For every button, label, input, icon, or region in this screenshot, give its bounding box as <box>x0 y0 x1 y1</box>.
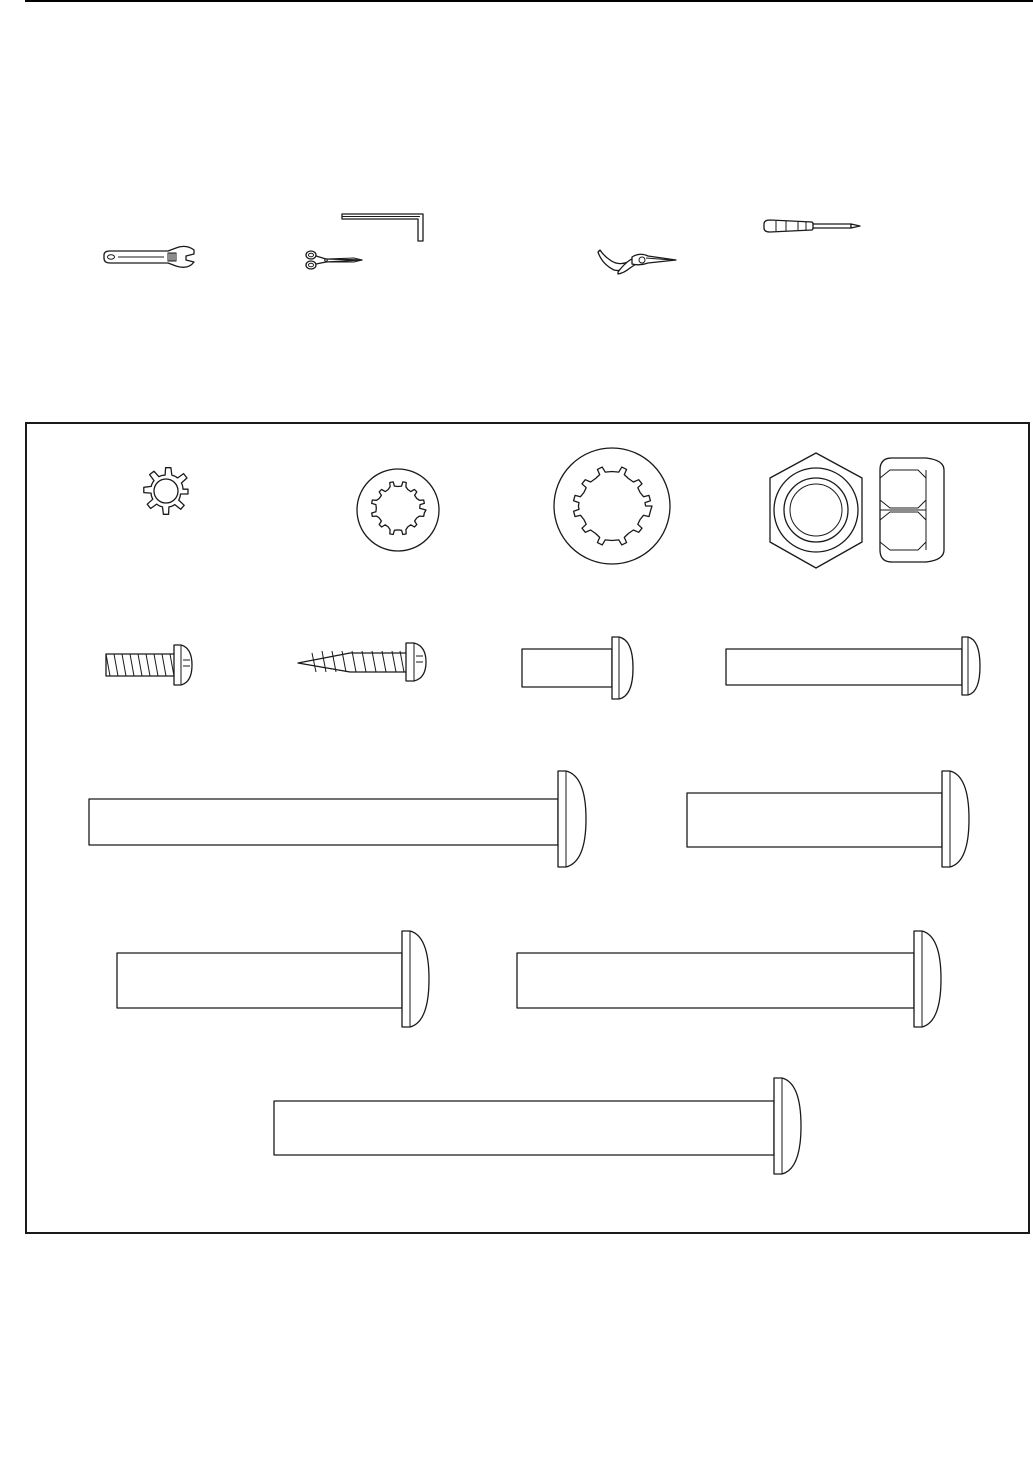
star-washer-icon <box>357 469 439 551</box>
scissors-icon <box>306 251 362 269</box>
hex-key-icon <box>342 214 423 241</box>
bolt-icon <box>117 931 429 1027</box>
parts-drawing <box>27 424 1028 1232</box>
bolt-icon <box>522 637 633 699</box>
star-washer-icon <box>144 468 188 515</box>
hardware-parts-box <box>25 422 1030 1234</box>
screw-icon <box>298 643 426 681</box>
bolt-icon <box>687 771 969 867</box>
pliers-icon <box>598 250 676 274</box>
locknut-icon <box>880 458 944 562</box>
screwdriver-icon <box>764 220 860 232</box>
screw-icon <box>106 645 192 685</box>
tools-row <box>0 200 1033 300</box>
bolt-icon <box>726 637 980 695</box>
star-washer-icon <box>554 448 670 564</box>
wrench-icon <box>104 246 194 267</box>
bolt-icon <box>89 771 586 867</box>
top-rule <box>25 0 1033 2</box>
hex-nut-icon <box>770 453 862 568</box>
bolt-icon <box>274 1078 801 1174</box>
bolt-icon <box>517 931 941 1027</box>
